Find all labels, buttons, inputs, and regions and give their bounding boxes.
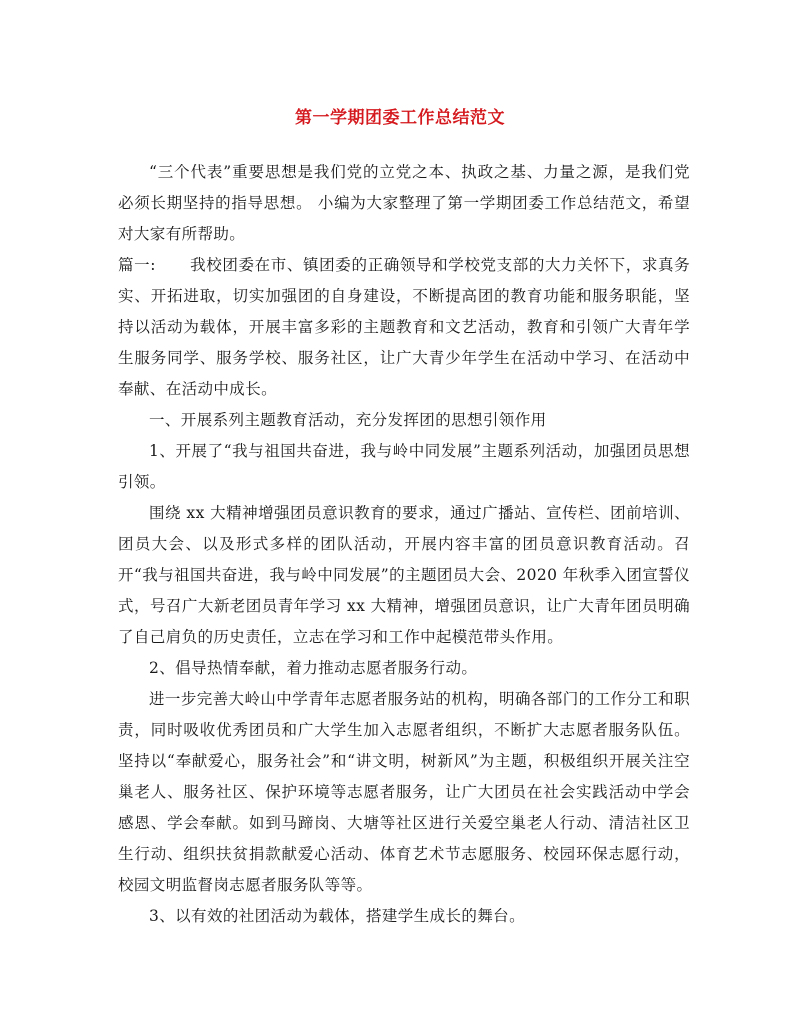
section-heading-1: 一、开展系列主题教育活动，充分发挥团的思想引领作用 bbox=[149, 411, 547, 429]
body-paragraph-2: 进一步完善大岭山中学青年志愿者服务站的机构，明确各部门的工作分工和职责，同时吸收优秀团员和广大学生加入志愿者组织，不断扩大志愿者服务队伍。坚持以“奉献爱心，服务社会”和“讲文明，树新风”为主题，积极组织开展关注空巢老人、服务社区、保护环境等志愿者服务，让广大团员在社会实践活动中学会感恩、学会奉献。如到马蹄岗、大塘等社区进行关爱空巢老人行动、清洁社区卫生行动、组织扶贫捐款献爱心活动、体育艺术节志愿服务、校园环保志愿行动，校园文明监督岗志愿者服务队等等。 bbox=[118, 690, 690, 894]
list-item-2: 2、倡导热情奉献，着力推动志愿者服务行动。 bbox=[149, 659, 478, 677]
body-paragraph-1: 围绕 xx 大精神增强团员意识教育的要求，通过广播站、宣传栏、团前培训、团员大会、以及形式多样的团队活动，开展内容丰富的团员意识教育活动。召开“我与祖国共奋进，我与岭中同发展”的主题团员大会、2020 年秋季入团宣誓仪式，号召广大新老团员青年学习 xx 大精神，增强团员意识，让广大青年团员明确了自己肩负的历史责任，立志在学习和工作中起模范带头作用。 bbox=[118, 504, 690, 646]
part-one-paragraph bbox=[118, 250, 690, 405]
document-title: 第一学期团委工作总结范文 bbox=[295, 108, 505, 128]
part-label: 篇一: bbox=[118, 256, 156, 274]
intro-paragraph: “三个代表”重要思想是我们党的立党之本、执政之基、力量之源，是我们党必须长期坚持的指导思想。 小编为大家整理了第一学期团委工作总结范文，希望对大家有所帮助。 bbox=[118, 163, 690, 243]
list-item-1: 1、开展了“我与祖国共奋进，我与岭中同发展”主题系列活动，加强团员思想引领。 bbox=[118, 442, 690, 491]
part-text: 我校团委在市、镇团委的正确领导和学校党支部的大力关怀下，求真务实、开拓进取，切实加强团的自身建设，不断提高团的教育功能和服务职能，坚持以活动为载体，开展丰富多彩的主题教育和文艺活动，教育和引领广大青年学生服务同学、服务学校、服务社区，让广大青少年学生在活动中学习、在活动中奉献、在活动中成长。 bbox=[118, 256, 690, 398]
document-body bbox=[118, 157, 690, 932]
list-item-3: 3、以有效的社团活动为载体，搭建学生成长的舞台。 bbox=[149, 907, 525, 925]
